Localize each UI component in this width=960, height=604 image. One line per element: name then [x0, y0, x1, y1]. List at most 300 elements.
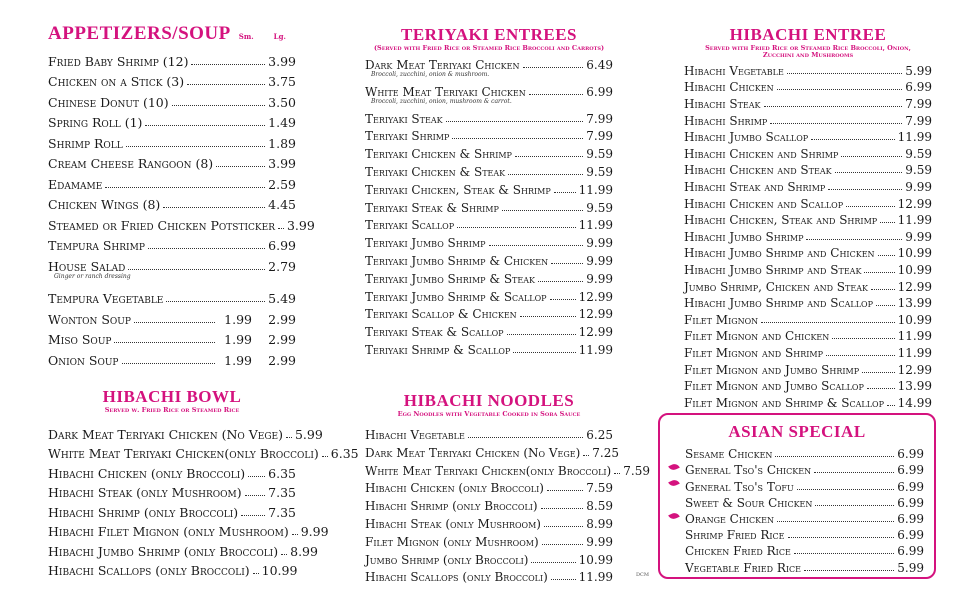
hibachi-bowl-subtitle: Served w. Fried Rice or Steamed Rice — [104, 406, 240, 414]
item-name: Hibachi Chicken, Steak and Shrimp — [684, 213, 878, 228]
leader-dots — [529, 94, 584, 95]
item-name: Sesame Chicken — [685, 447, 773, 462]
item-price: 6.49 — [586, 57, 613, 72]
item-name: Cream Cheese Rangoon (8) — [48, 156, 214, 171]
menu-item — [365, 268, 613, 286]
item-price: 7.35 — [268, 504, 296, 520]
menu-item — [48, 110, 296, 131]
item-name: Hibachi Steak — [684, 97, 761, 112]
item-name: Hibachi Chicken (only Broccoli) — [365, 481, 544, 496]
menu-item — [48, 481, 296, 501]
menu-item — [48, 171, 296, 192]
menu-item — [365, 143, 613, 161]
item-name: Chicken Fried Rice — [685, 544, 791, 559]
leader-dots — [828, 189, 902, 190]
leader-dots — [253, 573, 259, 574]
item-name: Tempura Vegetable — [48, 291, 164, 306]
leader-dots — [864, 272, 894, 273]
menu-item — [684, 393, 932, 410]
menu-item — [365, 250, 613, 268]
item-name: Filet Mignon and Shrimp & Scallop — [684, 395, 884, 410]
menu-item — [365, 513, 613, 531]
item-price: 7.59 — [586, 481, 613, 496]
item-price: 3.50 — [268, 94, 296, 110]
item-price-large: 2.99 — [268, 332, 296, 347]
item-name: Teriyaki Jumbo Shrimp & Scallop — [365, 289, 547, 304]
item-name: White Meat Teriyaki Chicken(only Broccoli) — [48, 446, 319, 462]
leader-dots — [520, 316, 576, 317]
item-name: Shrimp Roll — [48, 135, 123, 151]
leader-dots — [811, 139, 894, 140]
leader-dots — [515, 156, 583, 157]
item-price: 6.99 — [897, 495, 924, 510]
item-price: 12.99 — [578, 325, 613, 340]
item-price: 7.35 — [268, 485, 296, 501]
item-price: 7.99 — [905, 113, 932, 128]
item-price: 11.99 — [578, 570, 613, 585]
item-price: 9.99 — [586, 534, 613, 549]
leader-dots — [544, 526, 583, 527]
item-name: Chinese Donut (10) — [48, 94, 169, 110]
leader-dots — [797, 489, 895, 490]
menu-item — [48, 212, 315, 233]
leader-dots — [806, 239, 902, 240]
item-name: Hibachi Jumbo Shrimp — [684, 229, 804, 244]
hibachi-bowl-section — [48, 387, 359, 579]
item-name: Chicken Wings (8) — [48, 197, 161, 212]
menu-item — [365, 197, 613, 215]
item-name: Hibachi Chicken and Shrimp — [684, 146, 839, 161]
item-price-large: 2.99 — [268, 352, 296, 368]
leader-dots — [148, 248, 265, 249]
item-name: White Meat Teriyaki Chicken(only Broccoli) — [365, 463, 612, 478]
leader-dots — [292, 534, 298, 535]
leader-dots — [775, 456, 894, 457]
item-name: General Tso's Chicken — [685, 463, 812, 478]
menu-item — [684, 94, 932, 111]
item-price: 6.35 — [330, 446, 359, 462]
leader-dots — [764, 106, 903, 107]
menu-item — [48, 151, 296, 172]
item-price: 13.99 — [897, 379, 932, 394]
leader-dots — [531, 562, 575, 563]
appetizers-section — [48, 23, 315, 368]
hibachi-entree-list — [684, 61, 932, 409]
menu-item — [365, 567, 613, 585]
leader-dots — [508, 174, 583, 175]
item-name: Hibachi Chicken and Scallop — [684, 196, 844, 211]
leader-dots — [145, 125, 265, 126]
item-name: Filet Mignon and Shrimp — [684, 345, 823, 360]
item-price: 9.99 — [905, 180, 932, 195]
item-price: 4.45 — [268, 197, 296, 212]
item-price: 3.99 — [268, 53, 296, 69]
item-name: Hibachi Filet Mignon (only Mushroom) — [48, 524, 289, 540]
item-name: Onion Soup — [48, 352, 119, 368]
leader-dots — [815, 505, 894, 506]
menu-item — [684, 377, 932, 394]
item-name: Teriyaki Jumbo Shrimp & Chicken — [365, 253, 549, 268]
menu-item — [48, 253, 296, 274]
item-name: Hibachi Jumbo Shrimp and Chicken — [684, 246, 875, 261]
item-name: White Meat Teriyaki Chicken — [365, 84, 526, 99]
item-name: Hibachi Scallops (only Broccoli) — [365, 570, 548, 585]
menu-item — [365, 460, 650, 478]
leader-dots — [832, 338, 894, 339]
item-name: Hibachi Vegetable — [365, 427, 465, 442]
menu-item — [684, 310, 932, 327]
leader-dots — [134, 322, 215, 323]
menu-item — [684, 294, 932, 311]
item-name: Dark Meat Teriyaki Chicken (No Vege) — [365, 445, 581, 460]
leader-dots — [286, 437, 292, 438]
item-price: 11.99 — [578, 182, 613, 197]
leader-dots — [777, 89, 903, 90]
menu-item — [48, 520, 329, 540]
item-price: 13.99 — [897, 296, 932, 311]
item-price: 9.59 — [905, 163, 932, 178]
menu-item — [684, 161, 932, 178]
menu-item — [48, 130, 296, 151]
teriyaki-section — [365, 26, 613, 357]
menu-item — [684, 194, 932, 211]
leader-dots — [876, 305, 895, 306]
leader-dots — [541, 508, 584, 509]
item-name: Edamame — [48, 176, 103, 192]
leader-dots — [614, 473, 620, 474]
leader-dots — [446, 121, 584, 122]
leader-dots — [114, 342, 215, 343]
menu-item — [684, 244, 932, 261]
leader-dots — [507, 334, 576, 335]
item-price-small: 1.99 — [224, 311, 252, 327]
item-name: Dark Meat Teriyaki Chicken — [365, 57, 520, 72]
menu-item — [48, 69, 296, 90]
asian-special-title: ASIAN SPECIAL — [728, 422, 866, 441]
item-name: Teriyaki Chicken & Steak — [365, 164, 506, 179]
item-price: 10.99 — [261, 563, 298, 579]
leader-dots — [551, 263, 583, 264]
item-price: 7.99 — [586, 129, 613, 144]
menu-item — [684, 260, 932, 277]
menu-item — [685, 461, 924, 477]
teriyaki-list — [365, 54, 613, 357]
spicy-icon — [668, 462, 680, 472]
item-name: Hibachi Jumbo Shrimp and Steak — [684, 263, 862, 277]
item-price: 11.99 — [897, 130, 932, 145]
item-name: Tempura Shrimp — [48, 238, 145, 253]
item-name: Filet Mignon and Jumbo Shrimp — [684, 362, 860, 377]
leader-dots — [761, 322, 894, 323]
item-price: 10.99 — [897, 246, 932, 261]
menu-item — [365, 81, 613, 99]
item-price: 11.99 — [578, 342, 613, 357]
item-price: 7.25 — [592, 445, 620, 460]
leader-dots — [513, 352, 575, 353]
spicy-icon — [668, 511, 680, 521]
leader-dots — [166, 301, 265, 302]
item-name: Teriyaki Steak — [365, 111, 443, 126]
leader-dots — [841, 156, 902, 157]
menu-item — [365, 54, 613, 72]
menu-item — [365, 339, 613, 357]
menu-item — [685, 542, 924, 558]
menu-item — [685, 445, 924, 461]
menu-item — [365, 478, 613, 496]
item-name: Teriyaki Steak & Shrimp — [365, 200, 499, 215]
menu-item — [48, 286, 296, 307]
item-price: 11.99 — [897, 329, 932, 344]
leader-dots — [452, 138, 583, 139]
leader-dots — [248, 476, 265, 477]
hibachi-entree-title: HIBACHI ENTREE — [729, 25, 887, 44]
leader-dots — [241, 515, 265, 516]
item-name: Miso Soup — [48, 332, 112, 347]
leader-dots — [826, 355, 895, 356]
item-price: 6.99 — [897, 528, 924, 543]
item-price: 3.99 — [286, 217, 315, 233]
item-price-small: 1.99 — [224, 352, 252, 368]
teriyaki-title: TERIYAKI ENTREES — [400, 25, 578, 44]
item-name: Teriyaki Jumbo Shrimp — [365, 236, 486, 251]
menu-item — [685, 477, 924, 493]
leader-dots — [163, 207, 265, 208]
leader-dots — [814, 472, 894, 473]
leader-dots — [105, 187, 265, 188]
leader-dots — [835, 172, 903, 173]
leader-dots — [583, 455, 589, 456]
menu-item — [48, 306, 296, 327]
menu-item — [48, 559, 296, 579]
menu-item — [365, 108, 613, 126]
item-name: Hibachi Shrimp (only Broccoli) — [365, 499, 538, 514]
item-price: 1.89 — [268, 135, 296, 151]
item-name: Orange Chicken — [685, 511, 774, 526]
item-name: Vegetable Fried Rice — [685, 560, 801, 575]
leader-dots — [871, 289, 895, 290]
item-price: 9.99 — [586, 253, 613, 268]
menu-item — [685, 526, 924, 542]
item-name: Filet Mignon and Jumbo Scallop — [684, 379, 864, 394]
item-price: 8.99 — [290, 543, 318, 559]
leader-dots — [172, 105, 266, 106]
appetizers-list — [48, 48, 315, 306]
item-price: 12.99 — [578, 289, 613, 304]
menu-item — [685, 494, 924, 510]
item-name: House Salad — [48, 258, 126, 274]
item-price: 12.99 — [897, 196, 932, 211]
appetizers-header — [48, 24, 296, 48]
item-price: 8.99 — [586, 516, 613, 531]
item-name: Hibachi Jumbo Shrimp (only Broccoli) — [48, 543, 279, 559]
item-name: Hibachi Steak (only Mushroom) — [365, 516, 541, 531]
item-price: 11.99 — [897, 345, 932, 360]
item-price: 6.99 — [905, 80, 932, 95]
leader-dots — [468, 437, 583, 438]
item-name: Teriyaki Jumbo Shrimp & Steak — [365, 271, 535, 286]
soups-list — [48, 306, 296, 368]
leader-dots — [523, 67, 584, 68]
item-name: Shrimp Fried Rice — [685, 528, 785, 543]
item-name: Hibachi Vegetable — [684, 63, 784, 78]
teriyaki-subtitle: (Served with Fried Rice or Steamed Rice Broccoli and Carrots) — [373, 44, 605, 52]
leader-dots — [216, 166, 265, 167]
item-name: Jumbo Shrimp, Chicken and Steak — [684, 279, 868, 294]
leader-dots — [770, 123, 902, 124]
leader-dots — [187, 84, 265, 85]
menu-item — [684, 61, 932, 78]
leader-dots — [550, 299, 576, 300]
leader-dots — [281, 554, 287, 555]
menu-item — [48, 442, 359, 462]
item-name: Teriyaki Shrimp — [365, 129, 450, 144]
menu-item — [684, 78, 932, 95]
menu-item — [48, 192, 296, 213]
leader-dots — [880, 222, 894, 223]
menu-item — [684, 177, 932, 194]
item-name: Wonton Soup — [48, 311, 131, 327]
item-name: General Tso's Tofu — [685, 479, 794, 494]
item-price: 3.99 — [268, 156, 296, 171]
appetizers-title: APPETIZERS/SOUP — [48, 23, 231, 44]
item-name: Hibachi Chicken — [684, 80, 774, 95]
menu-item — [48, 347, 296, 368]
item-name: Dark Meat Teriyaki Chicken (No Vege) — [48, 426, 283, 442]
menu-item — [684, 211, 932, 228]
asian-special-box — [658, 413, 936, 579]
item-price: 6.99 — [586, 84, 613, 99]
item-price: 10.99 — [578, 552, 613, 567]
leader-dots — [122, 363, 216, 364]
leader-dots — [191, 64, 265, 65]
item-price: 9.99 — [300, 524, 329, 540]
item-price: 9.99 — [905, 229, 932, 244]
menu-item — [365, 442, 620, 460]
item-price: 5.99 — [905, 63, 932, 78]
item-price: 6.99 — [897, 479, 924, 494]
menu-item — [365, 424, 613, 442]
leader-dots — [502, 210, 583, 211]
item-name: Teriyaki Chicken, Steak & Shrimp — [365, 182, 551, 197]
leader-dots — [551, 579, 576, 580]
hibachi-bowl-title: HIBACHI BOWL — [102, 387, 242, 406]
leader-dots — [538, 281, 583, 282]
leader-dots — [322, 456, 328, 457]
menu-item — [48, 422, 323, 442]
print-code: DCM — [636, 572, 649, 578]
menu-item — [684, 343, 932, 360]
item-price: 6.99 — [897, 511, 924, 526]
menu-item — [685, 558, 924, 574]
item-name: Hibachi Jumbo Scallop — [684, 130, 809, 145]
hibachi-bowl-list — [48, 422, 359, 579]
leader-dots — [278, 228, 284, 229]
item-note: Broccoli, zucchini, onion & mushroom. — [371, 70, 490, 78]
item-price-large: 2.99 — [268, 311, 296, 327]
menu-item — [684, 144, 932, 161]
menu-item — [48, 461, 296, 481]
item-price: 9.59 — [586, 164, 613, 179]
asian-special-list — [685, 445, 924, 575]
menu-item — [685, 510, 924, 526]
size-small-label: Sm. — [238, 32, 254, 41]
item-name: Spring Roll (1) — [48, 115, 143, 130]
item-name: Teriyaki Scallop — [365, 218, 455, 233]
menu-item — [365, 232, 613, 250]
leader-dots — [862, 372, 895, 373]
item-name: Filet Mignon (only Mushroom) — [365, 534, 539, 549]
hibachi-entree-subtitle: Served with Fried Rice or Steamed Rice Broccoli, Onion, Zucchini and Mushrooms — [705, 44, 911, 60]
item-price: 10.99 — [897, 263, 932, 277]
item-price: 12.99 — [578, 307, 613, 322]
item-price: 9.59 — [586, 147, 613, 162]
menu-item — [684, 111, 932, 128]
item-price: 11.99 — [897, 213, 932, 228]
menu-item — [365, 215, 613, 233]
item-price: 6.99 — [897, 447, 924, 462]
leader-dots — [867, 388, 895, 389]
item-name: Filet Mignon — [684, 312, 759, 327]
menu-item — [48, 539, 318, 559]
item-name: Teriyaki Steak & Scallop — [365, 325, 504, 340]
item-price: 9.59 — [586, 200, 613, 215]
menu-item — [48, 500, 296, 520]
item-note: Ginger or ranch dressing — [54, 272, 131, 280]
menu-item — [684, 327, 932, 344]
menu-item — [365, 531, 613, 549]
item-name: Sweet & Sour Chicken — [685, 495, 813, 510]
item-price: 9.99 — [586, 236, 613, 251]
item-name: Hibachi Chicken (only Broccoli) — [48, 465, 246, 481]
leader-dots — [457, 227, 576, 228]
hibachi-noodles-subtitle: Egg Noodles with Vegetable Cooked in Soba Sauce — [397, 410, 581, 418]
spicy-icon — [668, 479, 680, 489]
item-price: 10.99 — [897, 312, 932, 327]
menu-item — [365, 321, 613, 339]
leader-dots — [128, 269, 265, 270]
item-name: Steamed or Fried Chicken Potsticker — [48, 217, 275, 233]
item-price-small: 1.99 — [224, 332, 252, 347]
leader-dots — [887, 405, 895, 406]
leader-dots — [245, 495, 266, 496]
menu-item — [48, 48, 296, 69]
item-name: Teriyaki Scallop & Chicken — [365, 307, 517, 322]
item-name: Hibachi Chicken and Steak — [684, 163, 832, 178]
item-name: Hibachi Steak and Shrimp — [684, 180, 826, 195]
leader-dots — [126, 146, 265, 147]
item-price: 8.59 — [586, 499, 613, 514]
leader-dots — [554, 192, 576, 193]
item-price: 6.99 — [897, 544, 924, 559]
leader-dots — [787, 73, 902, 74]
menu-item — [365, 286, 613, 304]
item-price: 9.99 — [586, 271, 613, 286]
item-price: 12.99 — [897, 279, 932, 294]
item-name: Chicken on a Stick (3) — [48, 74, 185, 89]
item-price: 5.99 — [294, 426, 323, 442]
leader-dots — [804, 570, 894, 571]
item-price: 11.99 — [578, 218, 613, 233]
item-price: 2.59 — [268, 176, 296, 192]
item-name: Hibachi Shrimp (only Broccoli) — [48, 504, 239, 520]
item-note: Broccoli, zucchini, onion, mushroom & carrot. — [371, 97, 512, 105]
item-price: 6.25 — [586, 427, 613, 442]
item-name: Filet Mignon and Chicken — [684, 329, 830, 344]
item-name: Teriyaki Chicken & Shrimp — [365, 147, 512, 162]
leader-dots — [547, 490, 583, 491]
item-price: 6.35 — [268, 465, 296, 481]
item-price: 1.49 — [268, 115, 296, 130]
